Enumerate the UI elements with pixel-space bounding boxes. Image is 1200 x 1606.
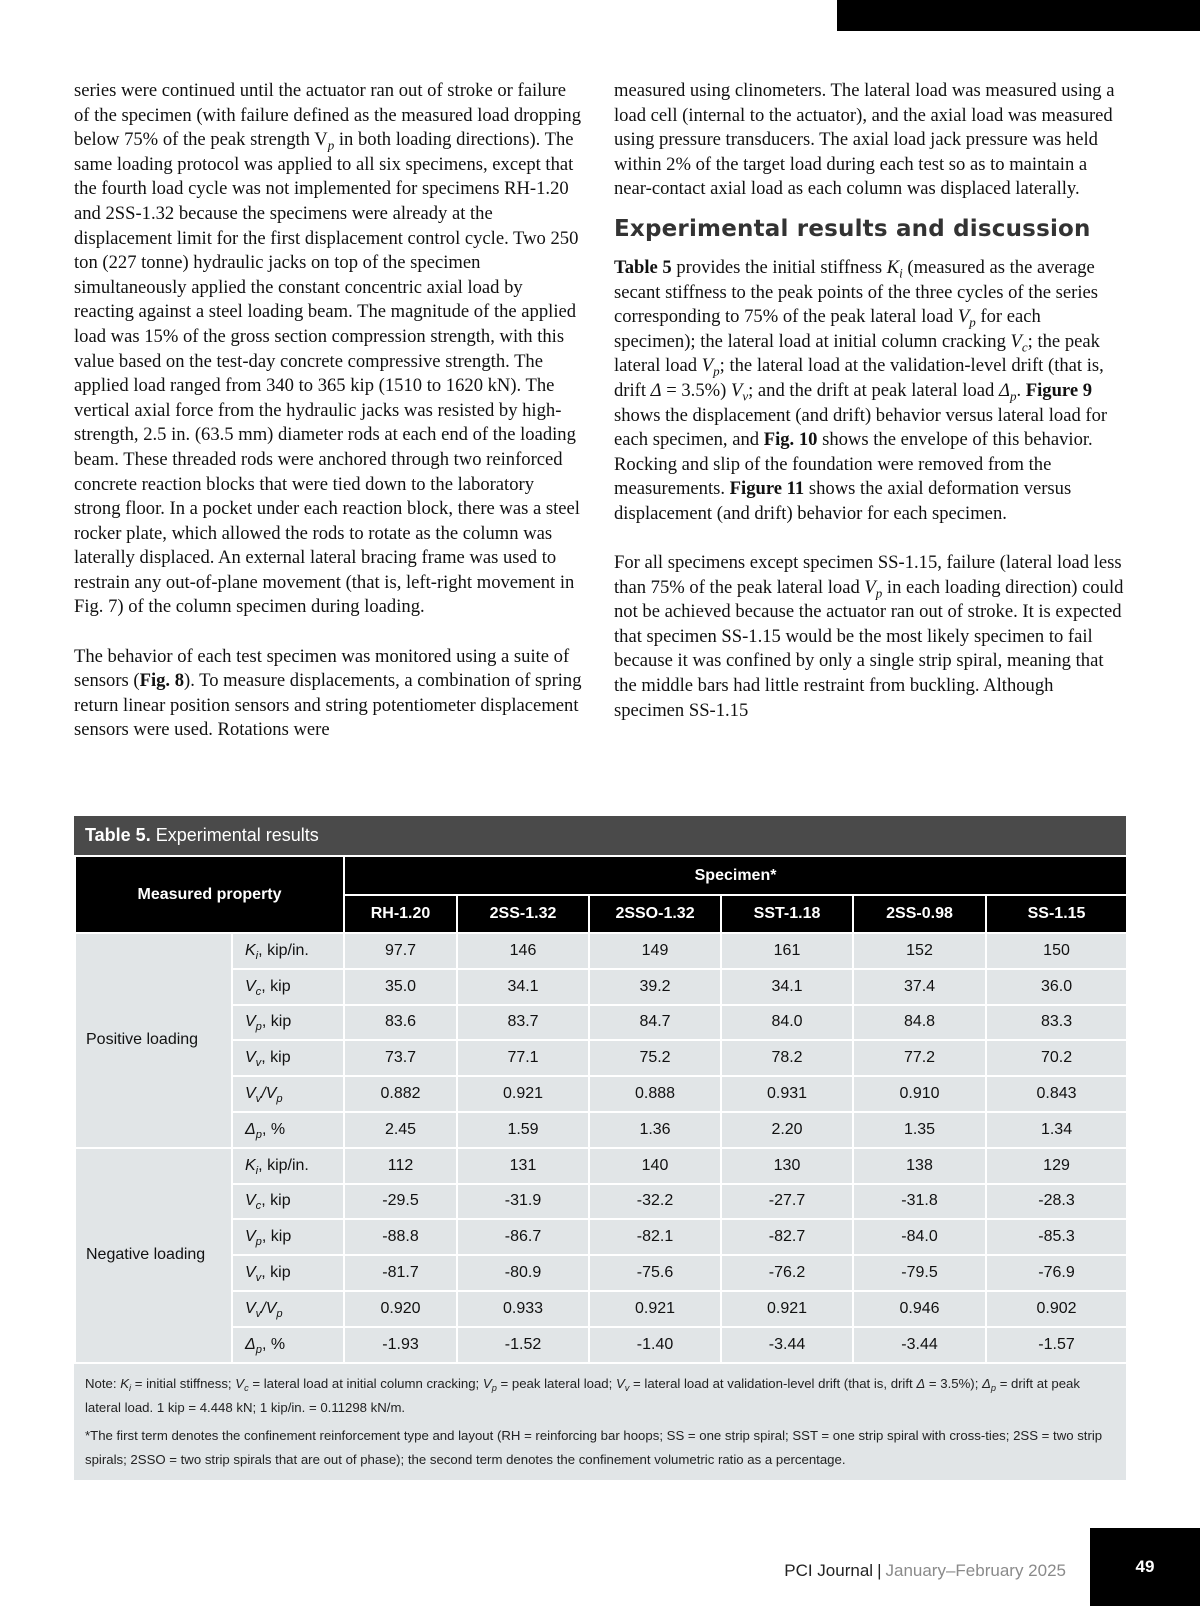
- table-cell: 129: [986, 1148, 1127, 1184]
- table-cell: 77.2: [853, 1040, 986, 1076]
- row-group-label: Negative loading: [75, 1148, 232, 1363]
- table-cell: -32.2: [589, 1184, 721, 1220]
- table-cell: -81.7: [344, 1255, 457, 1291]
- table-cell: 75.2: [589, 1040, 721, 1076]
- table-cell: -80.9: [457, 1255, 589, 1291]
- header-specimen: Specimen*: [344, 856, 1127, 895]
- table-cell: -82.7: [721, 1219, 853, 1255]
- table-cell: -31.8: [853, 1184, 986, 1220]
- table-cell: 34.1: [457, 969, 589, 1005]
- table-cell: 2.20: [721, 1112, 853, 1148]
- table-cell: -27.7: [721, 1184, 853, 1220]
- table-cell: 1.59: [457, 1112, 589, 1148]
- table-cell: 152: [853, 933, 986, 969]
- table-cell: 83.3: [986, 1005, 1127, 1041]
- table-cell: 84.8: [853, 1005, 986, 1041]
- figure-8-reference: Fig. 8: [139, 670, 185, 692]
- table-cell: -86.7: [457, 1219, 589, 1255]
- property-label: $V_p$, kip: [232, 1219, 344, 1255]
- table-row: [75, 1148, 1127, 1184]
- table-cell: 146: [457, 933, 589, 969]
- table-cell: 150: [986, 933, 1127, 969]
- table-cell: -82.1: [589, 1219, 721, 1255]
- header-specimen-3: SST-1.18: [721, 895, 853, 933]
- table-row: [75, 1219, 1127, 1255]
- table-row: [75, 1184, 1127, 1220]
- property-label: $V_v$, kip: [232, 1040, 344, 1076]
- table-cell: 0.843: [986, 1076, 1127, 1112]
- table-footnote: *The first term denotes the confinement reinforcement type and layout (RH = reinforcing bar hoops; SS = one strip spiral; SST = one strip spiral with cross-ties; 2SS = two strip spirals; 2SSO = two strip spirals that are out of phase); the second term denotes the confinement volumetric ratio as a percentage.: [85, 1427, 1103, 1467]
- table-row: [75, 969, 1127, 1005]
- section-heading: Experimental results and discussion: [614, 215, 1091, 242]
- table-cell: 36.0: [986, 969, 1127, 1005]
- header-specimen-1: 2SS-1.32: [457, 895, 589, 933]
- table-cell: -31.9: [457, 1184, 589, 1220]
- table-cell: -76.9: [986, 1255, 1127, 1291]
- table-cell: 2.45: [344, 1112, 457, 1148]
- table-cell: 78.2: [721, 1040, 853, 1076]
- table-cell: -75.6: [589, 1255, 721, 1291]
- table-5-reference: Table 5: [614, 256, 672, 278]
- property-label: $V_v/V_p$: [232, 1291, 344, 1327]
- table-cell: 83.6: [344, 1005, 457, 1041]
- table-cell: 37.4: [853, 969, 986, 1005]
- property-label: $K_i$, kip/in.: [232, 933, 344, 969]
- right-paragraph-2: Table 5 provides the initial stiffness $K_i$ (measured as the average secant stiffness to the peak points of the three cycles of the series corresponding to 75% of the peak lateral load $V_p$ for each specimen); the lateral load at initial column cracking $V_c$; the peak lateral load $V_p$; the lateral load at the validation-level drift (that is, drift Δ = 3.5%) $V_v$; and the drift at peak lateral load $\Delta_p$. Figure 9 shows the displacement (and drift) behavior versus lateral load for each specimen, and Fig. 10 shows the envelope of this behavior. Rocking and slip of the foundation were removed from the measurements. Figure 11 shows the axial deformation versus displacement (and drift) behavior for each specimen.: [614, 256, 1108, 524]
- table-cell: 138: [853, 1148, 986, 1184]
- table-cell: 0.931: [721, 1076, 853, 1112]
- header-specimen-2: 2SSO-1.32: [589, 895, 721, 933]
- table-title: Table 5. Experimental results: [74, 816, 1126, 855]
- table-cell: -88.8: [344, 1219, 457, 1255]
- table-cell: 84.0: [721, 1005, 853, 1041]
- table-cell: -76.2: [721, 1255, 853, 1291]
- journal-name: PCI Journal: [784, 1561, 874, 1580]
- table-cell: -85.3: [986, 1219, 1127, 1255]
- table-row: [75, 1040, 1127, 1076]
- table-cell: 131: [457, 1148, 589, 1184]
- header-specimen-4: 2SS-0.98: [853, 895, 986, 933]
- table-cell: 0.888: [589, 1076, 721, 1112]
- table-row: [75, 1005, 1127, 1041]
- table-cell: 0.902: [986, 1291, 1127, 1327]
- issue-date: January–February 2025: [885, 1561, 1066, 1580]
- right-paragraph-3: For all specimens except specimen SS-1.15, failure (lateral load less than 75% of the peak lateral load $V_p$ in each loading direction) could not be achieved because the actuator ran out of stroke. It is expected that specimen SS-1.15 would be the most likely specimen to fail because it was confined by only a single strip spiral, meaning that the middle bars had little restraint from buckling. Although specimen SS-1.15: [614, 552, 1124, 721]
- table-row: [75, 1076, 1127, 1112]
- table-note: [74, 1364, 1126, 1480]
- property-label: $V_v$, kip: [232, 1255, 344, 1291]
- table-cell: -29.5: [344, 1184, 457, 1220]
- table-cell: 77.1: [457, 1040, 589, 1076]
- table-cell: 149: [589, 933, 721, 969]
- left-paragraph-2: The behavior of each test specimen was monitored using a suite of sensors (Fig. 8). To measure displacements, a combination of spring return linear position sensors and string potentiometer displacement sensors were used. Rotations were: [74, 645, 582, 741]
- table-cell: -3.44: [721, 1327, 853, 1363]
- table-cell: 161: [721, 933, 853, 969]
- table-cell: -1.52: [457, 1327, 589, 1363]
- table-cell: 112: [344, 1148, 457, 1184]
- property-label: $V_c$, kip: [232, 969, 344, 1005]
- figure-11-reference: Figure 11: [729, 478, 805, 500]
- figure-10-reference: Fig. 10: [763, 429, 818, 451]
- table-row: [75, 1291, 1127, 1327]
- table-cell: 0.921: [589, 1291, 721, 1327]
- top-black-bar: [837, 0, 1200, 31]
- table-cell: 0.946: [853, 1291, 986, 1327]
- table-cell: 1.36: [589, 1112, 721, 1148]
- figure-9-reference: Figure 9: [1025, 379, 1093, 401]
- header-specimen-0: RH-1.20: [344, 895, 457, 933]
- left-column: [74, 79, 584, 743]
- table-cell: -84.0: [853, 1219, 986, 1255]
- property-label: $V_p$, kip: [232, 1005, 344, 1041]
- footer-separator: |: [877, 1561, 882, 1580]
- table-cell: 0.910: [853, 1076, 986, 1112]
- table-row: [75, 1255, 1127, 1291]
- property-label: $K_i$, kip/in.: [232, 1148, 344, 1184]
- table-row: [75, 1327, 1127, 1363]
- table-cell: 1.35: [853, 1112, 986, 1148]
- table-cell: -79.5: [853, 1255, 986, 1291]
- property-label: $V_c$, kip: [232, 1184, 344, 1220]
- table-note-definitions: Note: $K_i$ = initial stiffness; $V_c$ = lateral load at initial column cracking; $V_p$ = peak lateral load; $V_v$ = lateral load at validation-level drift (that is, drift Δ = 3.5%); $\Delta_p$ = drift at peak lateral load. 1 kip = 4.448 kN; 1 kip/in. = 0.11298 kN/m.: [85, 1375, 1080, 1415]
- page-footer: [700, 1560, 1066, 1582]
- table-cell: -1.93: [344, 1327, 457, 1363]
- row-group-label: Positive loading: [75, 933, 232, 1148]
- property-label: $\Delta_p$, %: [232, 1112, 344, 1148]
- table-5: [74, 816, 1126, 1480]
- table-cell: -3.44: [853, 1327, 986, 1363]
- table-cell: 0.921: [721, 1291, 853, 1327]
- table-cell: 83.7: [457, 1005, 589, 1041]
- table-cell: 97.7: [344, 933, 457, 969]
- header-measured-property: Measured property: [75, 856, 344, 933]
- header-specimen-5: SS-1.15: [986, 895, 1127, 933]
- table-row: [75, 1112, 1127, 1148]
- table-cell: 0.921: [457, 1076, 589, 1112]
- table-cell: 73.7: [344, 1040, 457, 1076]
- table-cell: 0.882: [344, 1076, 457, 1112]
- property-label: $\Delta_p$, %: [232, 1327, 344, 1363]
- results-table: [74, 855, 1128, 1364]
- left-paragraph-1: series were continued until the actuator ran out of stroke or failure of the specimen (with failure defined as the measured load dropping below 75% of the peak strength $V_p$ in both loading directions). The same loading protocol was applied to all six specimens, except that the fourth load cycle was not implemented for specimens RH-1.20 and 2SS-1.32 because the specimens were already at the displacement limit for the first displacement control cycle. Two 250 ton (227 tonne) hydraulic jacks on top of the specimen simultaneously applied the constant concentric axial load by reacting against a steel loading beam. The magnitude of the applied load was 15% of the gross section compression strength, with this value based on the test-day concrete compressive strength. The applied load ranged from 340 to 365 kip (1510 to 1620 kN). The vertical axial force from the hydraulic jacks was resisted by high-strength, 2.5 in. (63.5 mm) diameter rods at each end of the loading beam. These threaded rods were anchored through two reinforced concrete reaction blocks that were tied down to the laboratory strong floor. In a pocket under each reaction block, there was a steel rocker plate, which allowed the rods to rotate as the column was laterally displaced. An external lateral bracing frame was used to restrain any out-of-plane movement (that is, left-right movement in Fig. 7) of the column specimen during loading.: [74, 80, 582, 618]
- table-cell: 70.2: [986, 1040, 1127, 1076]
- table-cell: 39.2: [589, 969, 721, 1005]
- table-row: [75, 933, 1127, 969]
- right-column: [614, 79, 1126, 723]
- table-cell: 1.34: [986, 1112, 1127, 1148]
- table-cell: 34.1: [721, 969, 853, 1005]
- table-cell: -1.40: [589, 1327, 721, 1363]
- page-number: 49: [1090, 1528, 1200, 1606]
- right-paragraph-1: measured using clinometers. The lateral load was measured using a load cell (internal to the actuator), and the axial load was measured using pressure transducers. The axial load jack pressure was held within 2% of the target load during each test so as to maintain a near-contact axial load as each column was displaced laterally.: [614, 80, 1115, 200]
- table-cell: 0.933: [457, 1291, 589, 1327]
- property-label: $V_v/V_p$: [232, 1076, 344, 1112]
- table-cell: 0.920: [344, 1291, 457, 1327]
- table-cell: -1.57: [986, 1327, 1127, 1363]
- table-cell: 140: [589, 1148, 721, 1184]
- table-cell: 84.7: [589, 1005, 721, 1041]
- table-cell: 35.0: [344, 969, 457, 1005]
- table-cell: -28.3: [986, 1184, 1127, 1220]
- table-cell: 130: [721, 1148, 853, 1184]
